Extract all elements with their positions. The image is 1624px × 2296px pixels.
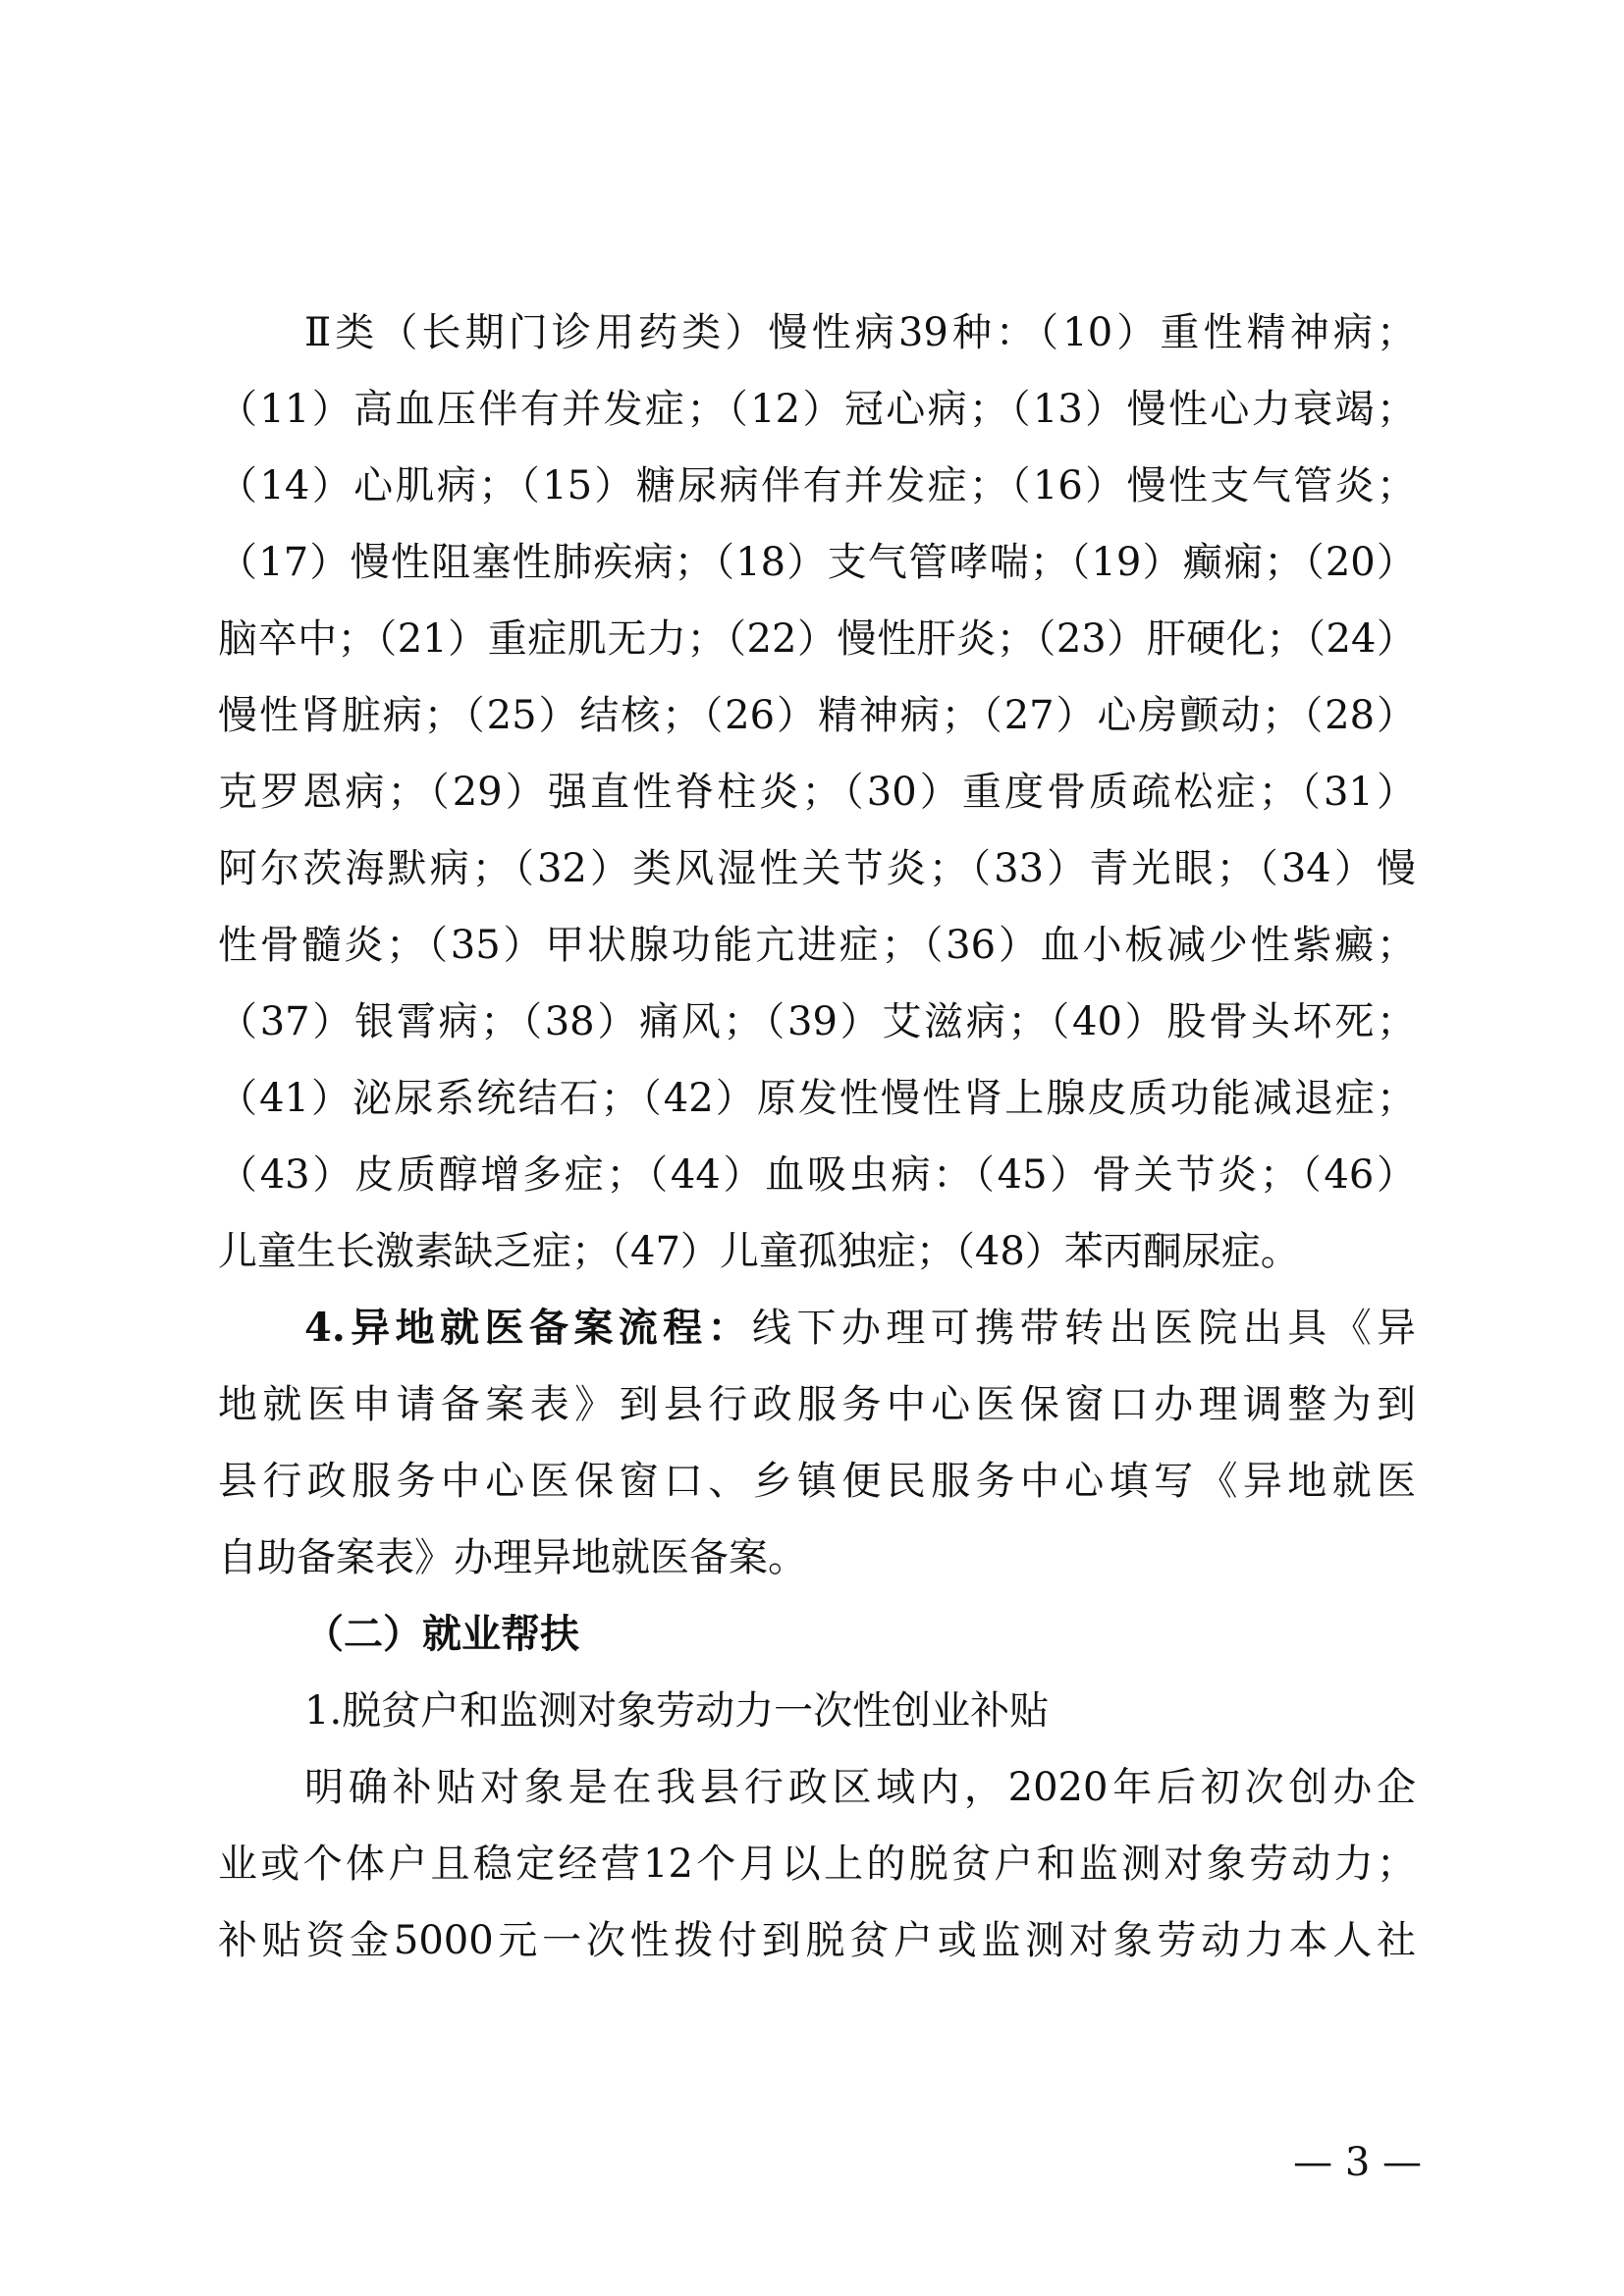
text-line: （11）高血压伴有并发症；（12）冠心病；（13）慢性心力衰竭； <box>218 387 1416 432</box>
text-line: （17）慢性阻塞性肺疾病；（18）支气管哮喘；（19）癫痫；（20） <box>218 540 1416 585</box>
text-line: 儿童生长激素缺乏症；（47）儿童孤独症；（48）苯丙酮尿症。 <box>218 1229 1300 1274</box>
text-line: （41）泌尿系统结石；（42）原发性慢性肾上腺皮质功能减退症； <box>218 1076 1416 1121</box>
text-line: 地就医申请备案表》到县行政服务中心医保窗口办理调整为到 <box>218 1382 1416 1427</box>
paragraph-chronic-disease-list <box>218 294 1416 1290</box>
text-line <box>218 1290 1416 1366</box>
text-line-rest: 线下办理可携带转出医院出具《异 <box>752 1306 1417 1351</box>
text-line: 阿尔茨海默病；（32）类风湿性关节炎；（33）青光眼；（34）慢 <box>218 846 1416 891</box>
text-line: （43）皮质醇增多症；（44）血吸虫病：（45）骨关节炎；（46） <box>218 1152 1416 1198</box>
text-line: （14）心肌病；（15）糖尿病伴有并发症；（16）慢性支气管炎； <box>218 463 1416 508</box>
text-line: 慢性肾脏病；（25）结核；（26）精神病；（27）心房颤动；（28） <box>218 693 1416 738</box>
text-line: （37）银霄病；（38）痛风；（39）艾滋病；（40）股骨头坏死； <box>218 999 1416 1044</box>
text-line: 补贴资金5000元一次性拨付到脱贫户或监测对象劳动力本人社 <box>218 1918 1416 1963</box>
text-line: 业或个体户且稳定经营12个月以上的脱贫户和监测对象劳动力； <box>218 1842 1416 1887</box>
text-line: 明确补贴对象是在我县行政区域内，2020年后初次创办企 <box>304 1765 1416 1810</box>
text-line: 自助备案表》办理异地就医备案。 <box>218 1535 807 1580</box>
section-heading-remote-medical-filing: 4.异地就医备案流程： <box>304 1305 753 1351</box>
text-line: 性骨髓炎；（35）甲状腺功能亢进症；（36）血小板减少性紫癜； <box>218 923 1416 968</box>
page-number: — 3 — <box>1293 2140 1422 2185</box>
text-line: 脑卒中；（21）重症肌无力；（22）慢性肝炎；（23）肝硬化；（24） <box>218 616 1416 662</box>
subsection-title-startup-subsidy: 1.脱贫户和监测对象劳动力一次性创业补贴 <box>304 1688 1050 1734</box>
section-heading-employment-support: （二）就业帮扶 <box>304 1611 579 1657</box>
paragraph-subsidy-details <box>218 1749 1416 1979</box>
text-line: 县行政服务中心医保窗口、乡镇便民服务中心填写《异地就医 <box>218 1459 1416 1504</box>
text-line: Ⅱ类（长期门诊用药类）慢性病39种：（10）重性精神病； <box>304 310 1416 355</box>
text-line: 克罗恩病；（29）强直性脊柱炎；（30）重度骨质疏松症；（31） <box>218 770 1416 815</box>
document-body <box>218 294 1416 1979</box>
paragraph-remote-medical-filing <box>218 1290 1416 1596</box>
